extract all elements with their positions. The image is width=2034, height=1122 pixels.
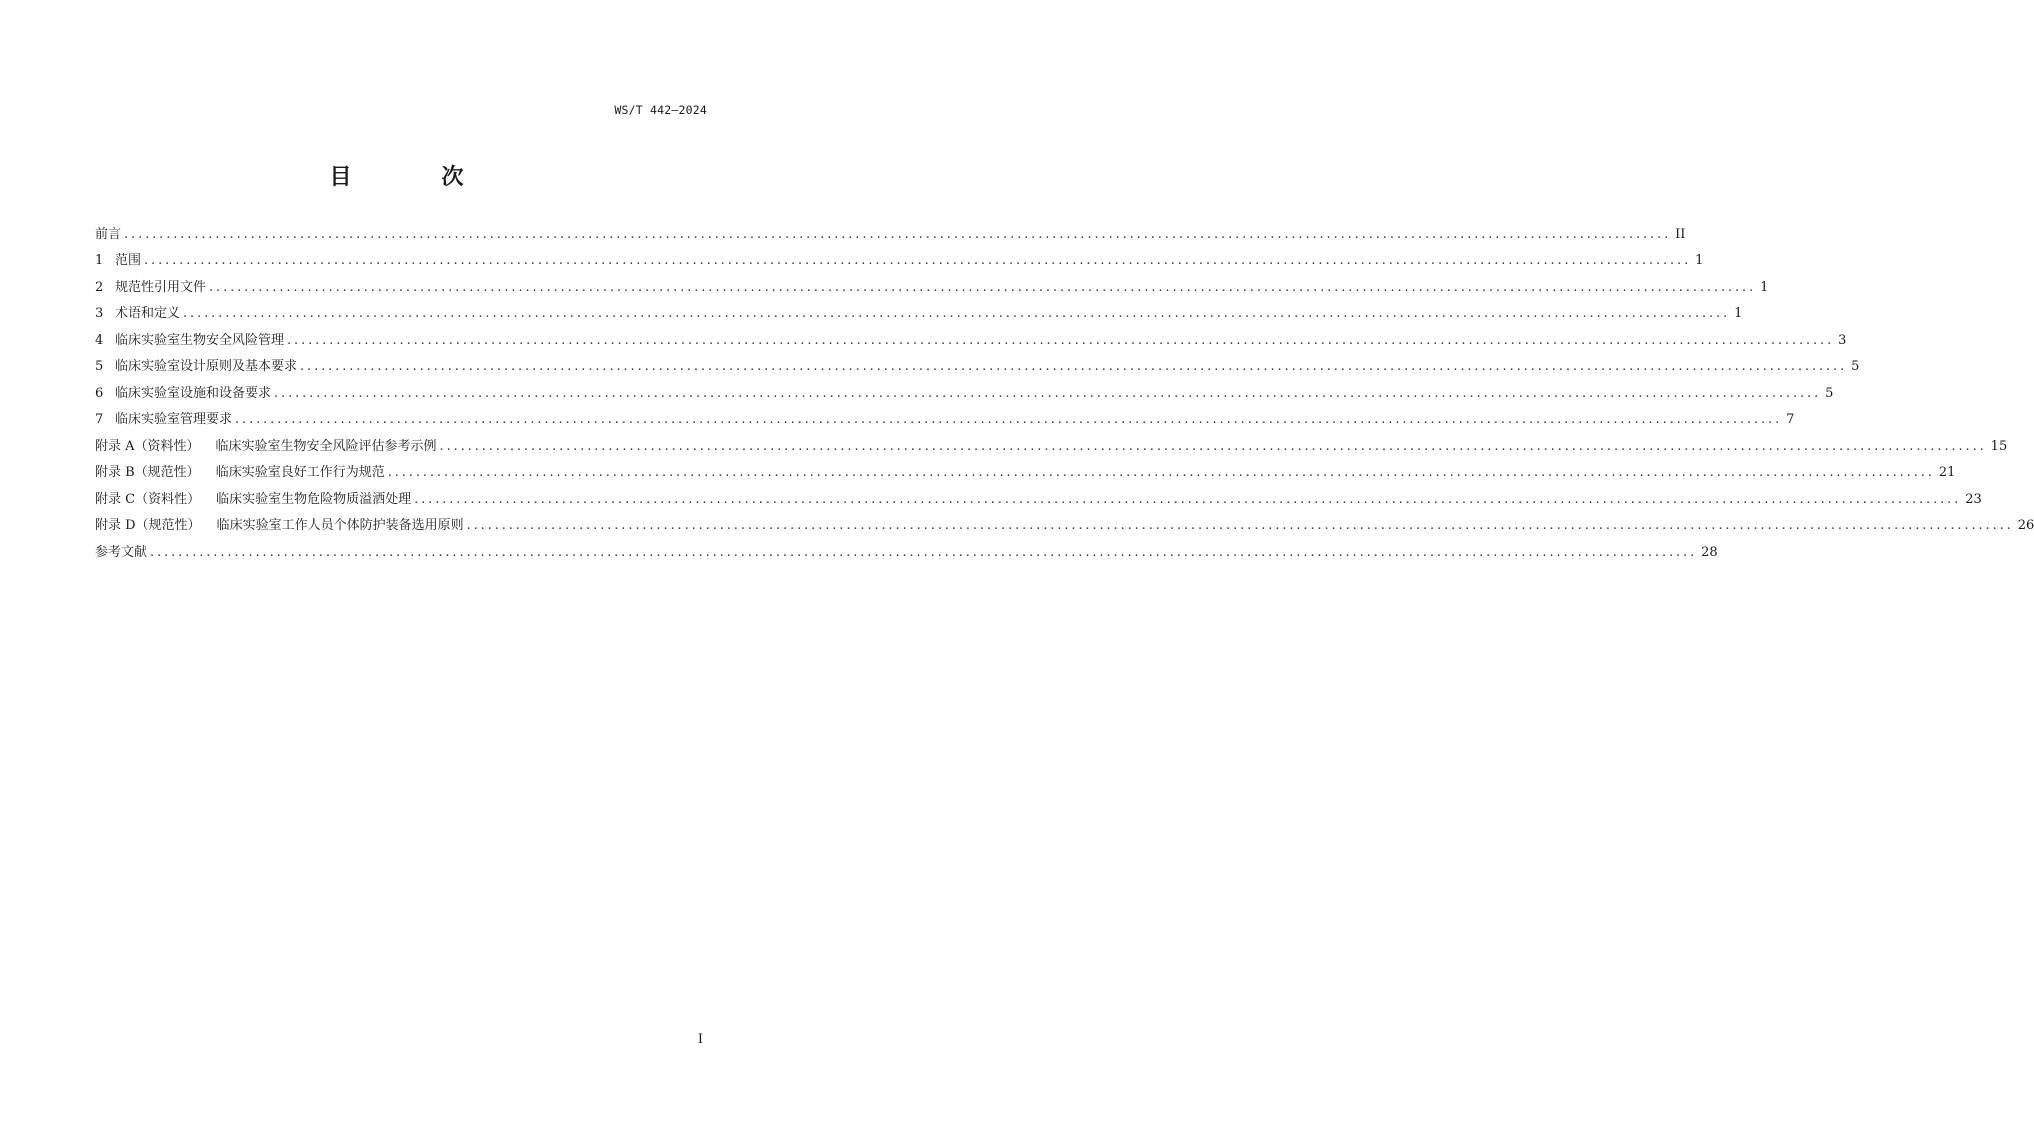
toc-entry[interactable]: [95, 536, 1718, 563]
toc-entry-label: 临床实验室设计原则及基本要求: [115, 359, 298, 374]
toc-entry-title: [95, 490, 411, 510]
dot-leader: ............................................................................................................................................................................................................................: [124, 226, 1672, 242]
toc-entry-page: 5: [1825, 385, 1834, 401]
toc-entry-appendix: 附录 B（规范性）: [95, 465, 200, 480]
toc-entry-page: 3: [1838, 332, 1847, 348]
toc-entry-number: 2: [95, 279, 104, 295]
toc-entry-number: 6: [95, 385, 104, 401]
toc-entry-appendix: 附录 D（规范性）: [95, 518, 201, 533]
dot-leader: ............................................................................................................................................................................................................................: [300, 359, 1848, 374]
toc-entry-number: 5: [95, 359, 104, 374]
toc-entry[interactable]: [95, 271, 1769, 298]
toc-entry-label: 临床实验室工作人员个体防护装备选用原则: [216, 518, 464, 533]
dot-leader: ............................................................................................................................................................................................................................: [287, 332, 1835, 348]
toc-entry-title: [95, 331, 284, 351]
toc-entry-label: 临床实验室良好工作行为规范: [215, 465, 385, 480]
toc-entry[interactable]: [95, 324, 1847, 351]
standard-code: WS/T 442—2024: [614, 103, 707, 117]
toc-entry[interactable]: [95, 483, 1982, 510]
dot-leader: ............................................................................................................................................................................................................................: [235, 412, 1783, 427]
dot-leader: ............................................................................................................................................................................................................................: [274, 385, 1822, 401]
toc-entry[interactable]: [95, 510, 2034, 537]
toc-entry-number: 7: [95, 412, 104, 427]
toc-entry-title: [95, 516, 464, 536]
toc-entry[interactable]: [95, 218, 1686, 245]
toc-entry-label: 规范性引用文件: [115, 279, 207, 295]
toc-entry-page: 21: [1938, 465, 1956, 480]
toc-entry-number: 1: [95, 253, 104, 268]
toc-entry-number: 3: [95, 306, 104, 321]
toc-entry-label: 临床实验室管理要求: [115, 412, 233, 427]
dot-leader: ............................................................................................................................................................................................................................: [209, 279, 1757, 295]
toc-entry-title: [95, 437, 437, 457]
toc-entry-page: 28: [1701, 544, 1718, 560]
toc-entry-page: 1: [1760, 279, 1769, 295]
toc-entry-number: 4: [95, 332, 104, 348]
toc-entry[interactable]: [95, 377, 1834, 404]
dot-leader: ............................................................................................................................................................................................................................: [150, 544, 1698, 560]
table-of-contents: [95, 218, 2034, 563]
toc-entry[interactable]: [95, 298, 1743, 325]
toc-entry-title: [95, 225, 121, 245]
dot-leader: ............................................................................................................................................................................................................................: [144, 253, 1692, 268]
page-title: 目 次: [329, 165, 498, 190]
toc-entry-title: [95, 463, 385, 483]
toc-entry-appendix: 附录 A（资料性）: [95, 438, 200, 454]
toc-entry-title: [95, 543, 147, 563]
toc-entry-label: 临床实验室设施和设备要求: [115, 385, 272, 401]
toc-entry-page: 1: [1695, 253, 1704, 268]
toc-entry-page: 26: [2017, 518, 2034, 533]
dot-leader: ............................................................................................................................................................................................................................: [414, 491, 1962, 507]
dot-leader: ............................................................................................................................................................................................................................: [439, 438, 1987, 454]
toc-entry[interactable]: [95, 430, 2008, 457]
dot-leader: ............................................................................................................................................................................................................................: [387, 465, 1935, 480]
toc-entry-label: 临床实验室生物危险物质溢洒处理: [216, 491, 412, 507]
toc-entry-label: 术语和定义: [115, 306, 181, 321]
toc-entry-label: 前言: [95, 226, 122, 242]
toc-entry-label: 临床实验室生物安全风险评估参考示例: [215, 438, 437, 454]
toc-entry-page: 1: [1734, 306, 1743, 321]
toc-entry-title: [95, 410, 232, 430]
toc-entry-appendix: 附录 C（资料性）: [95, 491, 201, 507]
toc-entry-page: 23: [1965, 491, 1982, 507]
toc-entry-label: 参考文献: [95, 544, 148, 560]
toc-entry-title: [95, 357, 297, 377]
toc-entry-page: 15: [1990, 438, 2008, 454]
dot-leader: ............................................................................................................................................................................................................................: [466, 518, 2014, 533]
toc-entry[interactable]: [95, 404, 1795, 431]
toc-entry-page: II: [1675, 226, 1686, 242]
toc-entry[interactable]: [95, 245, 1704, 272]
page-number: I: [697, 1032, 703, 1047]
toc-entry-label: 临床实验室生物安全风险管理: [115, 332, 285, 348]
toc-entry-title: [95, 304, 180, 324]
toc-entry[interactable]: [95, 457, 1956, 484]
toc-entry-label: 范围: [115, 253, 142, 268]
toc-entry-page: 5: [1851, 359, 1860, 374]
toc-entry[interactable]: [95, 351, 1860, 378]
dot-leader: ............................................................................................................................................................................................................................: [183, 306, 1731, 321]
toc-entry-title: [95, 384, 271, 404]
toc-entry-title: [95, 278, 206, 298]
toc-entry-page: 7: [1786, 412, 1795, 427]
toc-entry-title: [95, 251, 141, 271]
